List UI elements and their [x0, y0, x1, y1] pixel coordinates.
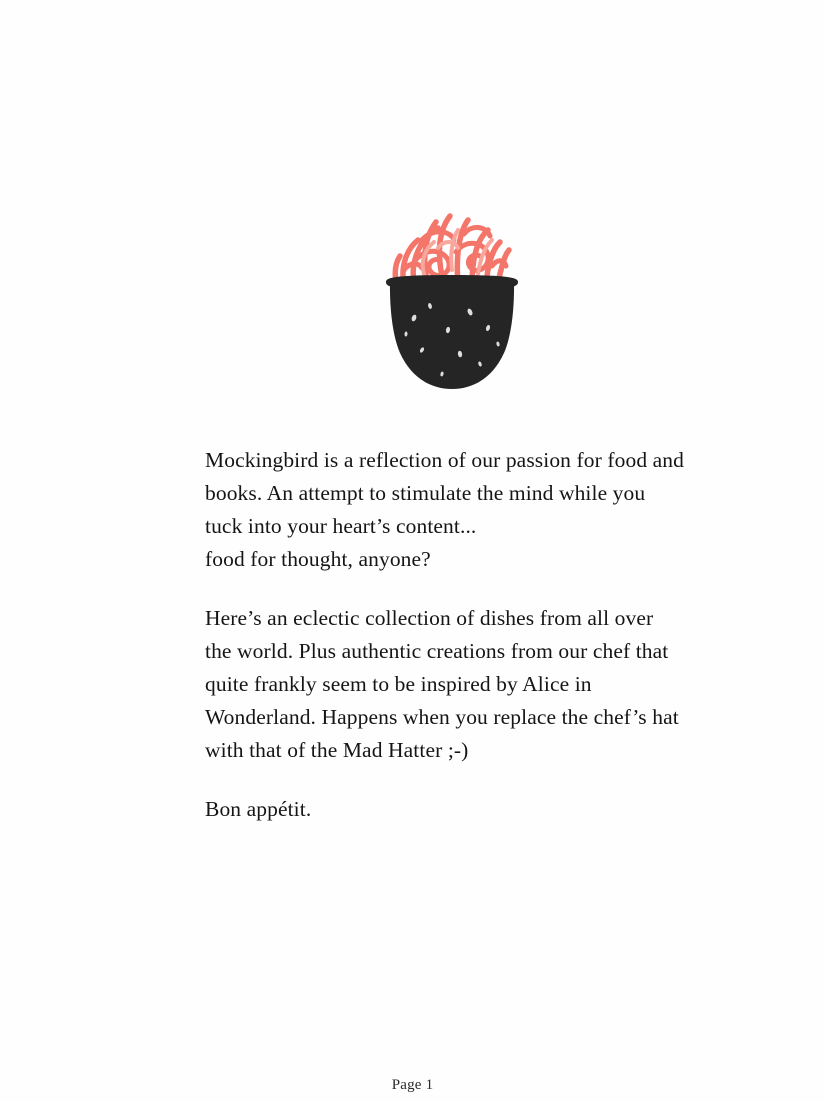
pot-body	[386, 275, 518, 389]
paragraph-closing: Bon appétit.	[205, 797, 312, 821]
pot-of-noodles-illustration	[352, 178, 552, 398]
page-footer	[0, 1077, 825, 1094]
body-copy	[205, 444, 685, 826]
paragraph-collection: Here’s an eclectic collection of dishes from all over the world. Plus authentic creations from our chef that quite frankly seem to be inspired by Alice in Wonderland. Happens when you replace the chef’s hat with that of the Mad Hatter ;-)	[205, 606, 679, 762]
page-number-label: Page 1	[391, 1077, 434, 1093]
paragraph-intro: Mockingbird is a reflection of our passion for food and books. An attempt to stimulate the mind while you tuck into your heart’s content... food for thought, anyone?	[205, 448, 684, 571]
